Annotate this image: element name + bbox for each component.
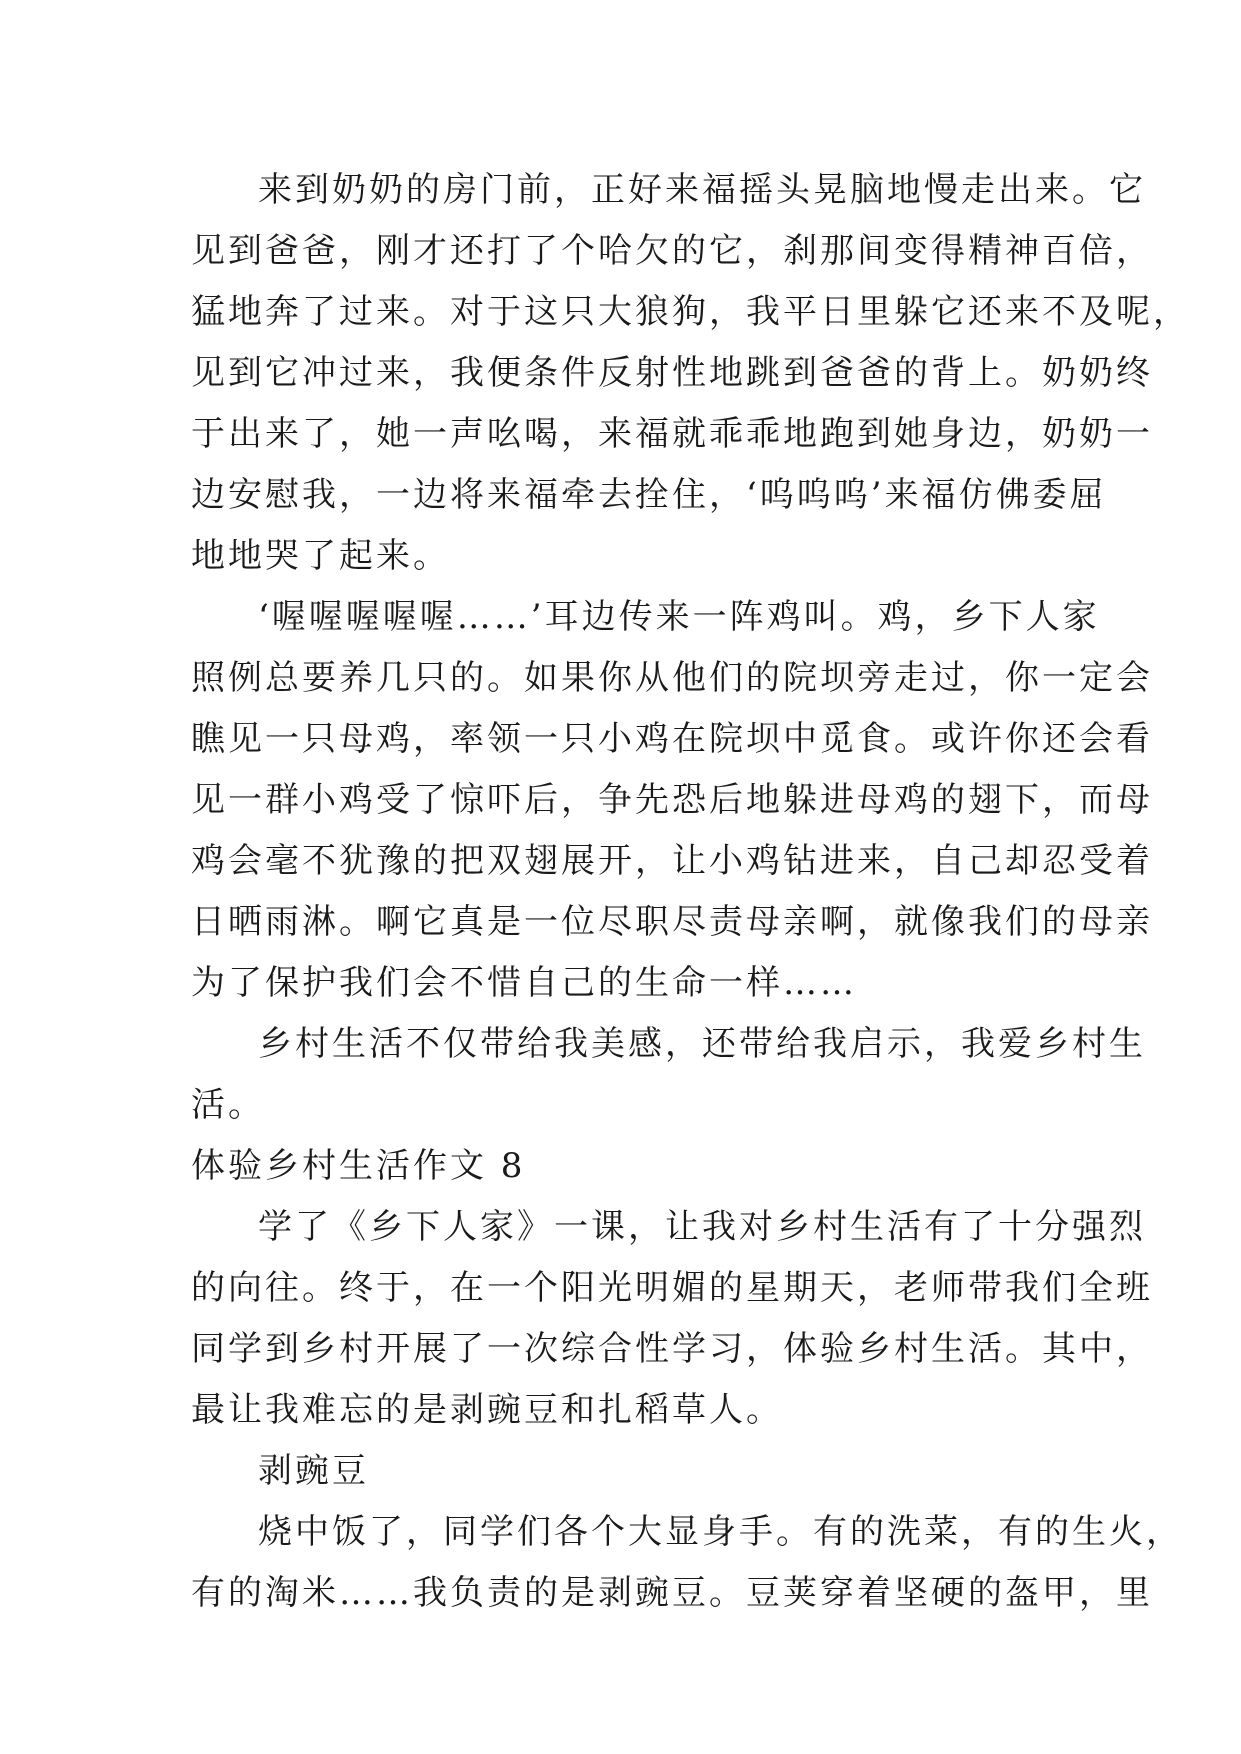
document-body — [191, 160, 1190, 1624]
text-line: 为了保护我们会不惜自己的生命一样…… — [191, 963, 857, 1003]
text-line: 有的淘米……我负责的是剥豌豆。豆荚穿着坚硬的盔甲，里 — [191, 1573, 1153, 1613]
text-line: 边安慰我，一边将来福牵去拴住，‘呜呜呜’来福仿佛委屈 — [191, 475, 1107, 515]
text-line: 同学到乡村开展了一次综合性学习，体验乡村生活。其中， — [191, 1329, 1153, 1369]
text-line: 见到爸爸，刚才还打了个哈欠的它，刹那间变得精神百倍， — [191, 231, 1153, 271]
text-line: 剥豌豆 — [258, 1451, 369, 1491]
text-line: 地地哭了起来。 — [191, 536, 450, 576]
text-line: 日晒雨淋。啊它真是一位尽职尽责母亲啊，就像我们的母亲 — [191, 902, 1153, 942]
text-line: 烧中饭了，同学们各个大显身手。有的洗菜，有的生火， — [258, 1512, 1183, 1552]
text-line: 见到它冲过来，我便条件反射性地跳到爸爸的背上。奶奶终 — [191, 353, 1153, 393]
text-line: 学了《乡下人家》一课，让我对乡村生活有了十分强烈 — [258, 1207, 1146, 1247]
text-line: 于出来了，她一声吆喝，来福就乖乖地跑到她身边，奶奶一 — [191, 414, 1153, 454]
text-line: 见一群小鸡受了惊吓后，争先恐后地躲进母鸡的翅下，而母 — [191, 780, 1153, 820]
text-line: 活。 — [191, 1085, 265, 1125]
text-line: 乡村生活不仅带给我美感，还带给我启示，我爱乡村生 — [258, 1024, 1146, 1064]
text-line: 鸡会毫不犹豫的把双翅展开，让小鸡钻进来，自己却忍受着 — [191, 841, 1153, 881]
text-line: 照例总要养几只的。如果你从他们的院坝旁走过，你一定会 — [191, 658, 1153, 698]
text-line: 最让我难忘的是剥豌豆和扎稻草人。 — [191, 1390, 783, 1430]
text-line: 来到奶奶的房门前，正好来福摇头晃脑地慢走出来。它 — [258, 170, 1146, 210]
text-line: 的向往。终于，在一个阳光明媚的星期天，老师带我们全班 — [191, 1268, 1153, 1308]
text-line: 体验乡村生活作文 8 — [191, 1146, 526, 1186]
text-line: 猛地奔了过来。对于这只大狼狗，我平日里躲它还来不及呢， — [191, 292, 1190, 332]
text-line: ‘喔喔喔喔喔……’耳边传来一阵鸡叫。鸡，乡下人家 — [258, 597, 1100, 637]
text-line: 瞧见一只母鸡，率领一只小鸡在院坝中觅食。或许你还会看 — [191, 719, 1153, 759]
